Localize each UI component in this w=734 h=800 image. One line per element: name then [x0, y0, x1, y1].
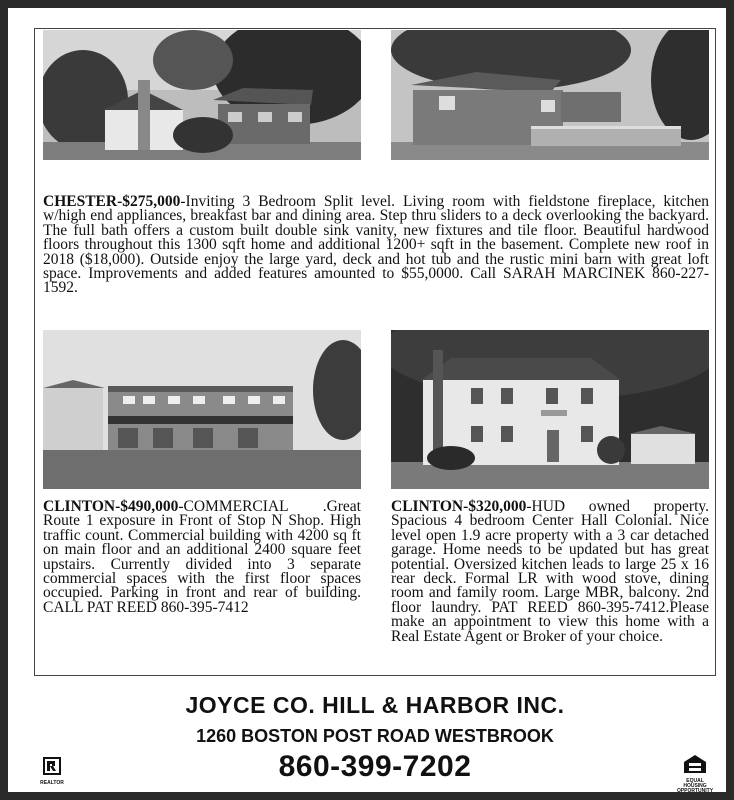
- listing-clinton-colonial-headline: CLINTON-$320,000: [391, 498, 527, 515]
- realtor-logo-icon: [34, 756, 70, 786]
- photo-chester-deck: [391, 30, 709, 160]
- listings-panel: [34, 28, 716, 676]
- photo-chester-house: [43, 30, 361, 160]
- listing-clinton-colonial-text: [391, 500, 709, 644]
- realtor-label: REALTOR: [40, 780, 64, 786]
- photo-clinton-colonial: [391, 330, 709, 489]
- listing-chester-body: -Inviting 3 Bedroom Split level. Living room with fieldstone fireplace, kitchen w/high end appliances, breakfast bar and dining area. Step thru sliders to a deck overlooking the backyard. The full bath offers a custom built double sink vanity, new fixtures and tile floor. Beautiful hardwood floors throughout this 1300 sqft home and additional 1200+ sqft in the basement. Complete new roof in 2018 ($18,000). Outside enjoy the large yard, deck and hot tub and the rustic mini barn with great loft space. Improvements and added features amounted to $55,0000. Call SARAH MARCINEK 860-227-1592.: [43, 193, 709, 297]
- listing-clinton-commercial-headline: CLINTON-$490,000: [43, 498, 179, 515]
- company-name: JOYCE CO. HILL & HARBOR INC.: [185, 692, 565, 718]
- equal-housing-icon: [674, 754, 716, 794]
- photo-clinton-commercial: [43, 330, 361, 489]
- listing-chester-text: [43, 195, 709, 296]
- listing-chester-headline: CHESTER-$275,000: [43, 193, 181, 210]
- equal-housing-glyph: [683, 754, 707, 774]
- company-phone: 860-399-7202: [278, 750, 472, 783]
- listing-clinton-commercial-body: -COMMERCIAL .Great Route 1 exposure in Front of Stop N Shop. High traffic count. Commercial building with 4200 sq ft on main floor and an additional 2400 square feet upstairs. Currently divided into 3 separate commercial spaces with the first floor spaces occupied. Parking in front and rear of building. CALL PAT REED 860-395-7412: [43, 498, 361, 616]
- listing-clinton-commercial-text: [43, 500, 361, 615]
- realtor-logo-glyph: [42, 756, 62, 776]
- listing-clinton-colonial-body: -HUD owned property. Spacious 4 bedroom Center Hall Colonial. Nice level open 1.9 acre property with a 3 car detached garage. Home needs to be updated but has great potential. Oversized kitchen leads to large 25 x 16 rear deck. Formal LR with wood stove, dining room and family room. Large MBR, balcony. 2nd floor laundry. PAT REED 860-395-7412.Please make an appointment to view this home with a Real Estate Agent or Broker of your choice.: [391, 498, 709, 645]
- equal-housing-label: EQUAL HOUSING OPPORTUNITY: [676, 778, 714, 794]
- company-address: 1260 BOSTON POST ROAD WESTBROOK: [196, 726, 554, 746]
- agency-footer: [34, 684, 716, 794]
